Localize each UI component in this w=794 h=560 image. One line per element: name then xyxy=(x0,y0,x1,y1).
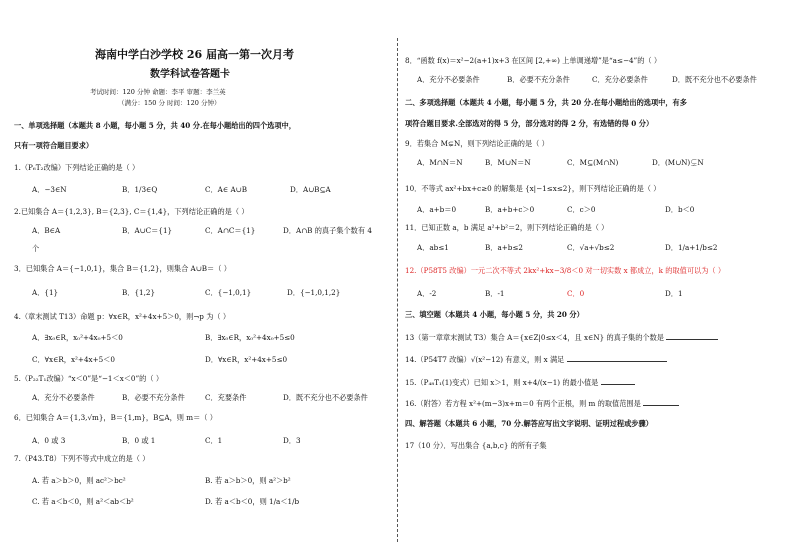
q8-option-b: B．必要不充分条件 xyxy=(507,75,570,84)
q13-stem xyxy=(405,331,718,342)
q8-option-d: D．既不充分也不必要条件 xyxy=(672,75,757,84)
q8-option-c: C．充分必要条件 xyxy=(592,75,648,84)
right-column xyxy=(397,0,794,560)
q14-stem xyxy=(405,353,667,364)
q3-stem: 3．已知集合 A＝{−1,0,1}，集合 B＝{1,2}，则集合 A∪B＝（ ） xyxy=(14,264,231,273)
q6-option-b: B．0 或 1 xyxy=(122,436,156,445)
q10-option-c: C．c＞0 xyxy=(567,205,596,214)
section2-heading: 二、多项选择题（本题共 4 小题，每小题 5 分，共 20 分.在每小题给出的选项中，有多 xyxy=(405,98,687,107)
q10-option-b: B．a+b+c＞0 xyxy=(485,205,535,214)
q2-option-d-cont: 个 xyxy=(32,244,40,253)
q6-option-a: A．0 或 3 xyxy=(32,436,66,445)
q4-option-a: A．∃x₀∈R，x₀²+4x₀+5＜0 xyxy=(32,333,123,342)
section1-heading: 一、单项选择题（本题共 8 小题，每小题 5 分，共 40 分.在每小题给出的四个选项中， xyxy=(14,121,296,130)
q7-option-a: A. 若 a＞b＞0，则 ac²＞bc² xyxy=(32,476,126,485)
q4-option-b: B．∃x₀∈R，x₀²+4x₀+5≤0 xyxy=(205,333,295,342)
q1-option-b: B．1/3∈Q xyxy=(122,185,158,194)
q11-option-c: C．√a+√b≤2 xyxy=(567,243,615,252)
q10-stem: 10．不等式 ax²+bx+c≥0 的解集是 {x|−1≤x≤2}，则下列结论正确的是（ ） xyxy=(405,184,661,193)
q12-option-c: C．0 xyxy=(567,289,585,298)
q16-text: 16.（附答）若方程 x²+(m−3)x+m＝0 有两个正根，则 m 的取值范围是 xyxy=(405,399,641,408)
q1-option-d: D．A∪B⊆A xyxy=(290,185,331,194)
q6-option-c: C．1 xyxy=(205,436,223,445)
q7-option-d: D. 若 a＜b＜0，则 1/a＜1/b xyxy=(205,497,300,506)
q9-option-b: B．M∪N＝N xyxy=(485,158,531,167)
q6-option-d: D．3 xyxy=(283,436,301,445)
q13-answer-blank[interactable] xyxy=(666,331,718,340)
q2-option-a: A．B∈A xyxy=(32,226,61,235)
q16-answer-blank[interactable] xyxy=(643,397,679,406)
q7-option-b: B. 若 a＞b＞0，则 a²＞b² xyxy=(205,476,291,485)
q3-option-b: B．{1,2} xyxy=(122,288,156,297)
q16-stem xyxy=(405,397,679,408)
section3-heading: 三、填空题（本题共 4 小题，每小题 5 分，共 20 分） xyxy=(405,310,584,319)
q8-stem: 8．“函数 f(x)＝x²−2(a+1)x+3 在区间 [2,+∞) 上单调递增”是“a≤−4”的（ ） xyxy=(405,56,662,65)
q2-option-b: B．A∪C＝{1} xyxy=(122,226,173,235)
q9-option-c: C．M⊆(M∩N) xyxy=(567,158,619,167)
q5-option-a: A．充分不必要条件 xyxy=(32,393,95,402)
q10-option-a: A．a+b＝0 xyxy=(417,205,457,214)
q7-stem: 7.（P43.T8）下列不等式中成立的是（ ） xyxy=(14,454,150,463)
q1-option-a: A．−3∈N xyxy=(32,185,67,194)
q17-stem: 17（10 分）．写出集合 {a,b,c} 的所有子集 xyxy=(405,441,547,450)
q9-option-a: A．M∩N＝N xyxy=(417,158,463,167)
q10-option-d: D．b＜0 xyxy=(665,205,695,214)
q1-stem: 1.（P₆T₂改编）下列结论正确的是（ ） xyxy=(14,163,140,172)
exam-meta-line2: （满分：150 分 时间：120 分钟） xyxy=(118,99,221,107)
q15-text: 15.（P₄₈T₁(1)变式）已知 x＞1，则 x+4/(x−1) 的最小值是 xyxy=(405,378,599,387)
q3-option-d: D．{−1,0,1,2} xyxy=(287,288,341,297)
section1-heading2: 只有一项符合题目要求） xyxy=(14,141,94,150)
q3-option-a: A．{1} xyxy=(32,288,59,297)
q4-option-d: D．∀x∈R，x²+4x+5≤0 xyxy=(205,355,288,364)
q9-option-d: D．(M∪N)⊊N xyxy=(652,158,704,167)
exam-title: 海南中学白沙学校 26 届高一第一次月考 xyxy=(95,48,294,61)
q14-text: 14.（P54T7 改编）√(x²−12) 有意义，则 x 满足 xyxy=(405,355,565,364)
q12-option-b: B．-1 xyxy=(485,289,505,298)
q2-option-c: C．A∩C＝{1} xyxy=(205,226,256,235)
q2-option-d: D．A∩B 的真子集个数有 4 xyxy=(283,226,372,235)
q12-stem: 12.（P58T5 改编）一元二次不等式 2kx²+kx−3/8＜0 对一切实数 x 都成立，k 的取值可以为（ ） xyxy=(405,266,726,275)
section4-heading: 四、解答题（本题共 6 小题，70 分.解答应写出文字说明、证明过程或步骤） xyxy=(405,419,653,428)
q11-option-b: B．a+b≤2 xyxy=(485,243,523,252)
q8-option-a: A．充分不必要条件 xyxy=(417,75,480,84)
q7-option-c: C. 若 a＜b＜0，则 a²＜ab＜b² xyxy=(32,497,134,506)
exam-meta-line1: 考试时间：120 分钟 命题：李平 审题：李兰英 xyxy=(90,88,226,96)
q2-stem: 2.已知集合 A＝{1,2,3}, B＝{2,3}, C＝{1,4}，下列结论正确的是（ ） xyxy=(14,207,249,216)
q11-stem: 11．已知正数 a，b 满足 a²+b²＝2，则下列结论正确的是（ ） xyxy=(405,223,609,232)
q11-option-a: A．ab≤1 xyxy=(417,243,449,252)
q11-option-d: D．1/a+1/b≤2 xyxy=(665,243,718,252)
q12-option-d: D．1 xyxy=(665,289,683,298)
q14-answer-blank[interactable] xyxy=(567,353,667,362)
q1-option-c: C．A∈ A∪B xyxy=(205,185,247,194)
q13-text: 13（第一章章末测试 T3）集合 A＝{x∈Z|0≤x＜4，且 x∈N} 的真子集的个数是 xyxy=(405,333,664,342)
q9-stem: 9．若集合 M⊊N，则下列结论正确的是（ ） xyxy=(405,139,549,148)
q15-answer-blank[interactable] xyxy=(601,376,635,385)
q15-stem xyxy=(405,376,635,387)
q12-option-a: A．-2 xyxy=(417,289,437,298)
q5-option-b: B．必要不充分条件 xyxy=(122,393,185,402)
q4-option-c: C．∀x∈R，x²+4x+5＜0 xyxy=(32,355,115,364)
exam-subtitle: 数学科试卷答题卡 xyxy=(150,69,230,80)
q3-option-c: C．{−1,0,1} xyxy=(205,288,252,297)
q6-stem: 6．已知集合 A＝{1,3,√m}，B＝{1,m}，B⊆A，则 m＝（ ） xyxy=(14,413,217,422)
q5-stem: 5.（P₂₂T₁改编）“x＜0”是“−1＜x＜0”的（ ） xyxy=(14,374,164,383)
q5-option-d: D．既不充分也不必要条件 xyxy=(283,393,368,402)
section2-heading2: 项符合题目要求.全部选对的得 5 分，部分选对的得 2 分，有选错的得 0 分） xyxy=(405,119,654,128)
q4-stem: 4.（章末测试 T13）命题 p：∀x∈R，x²+4x+5＞0，则¬p 为（ ） xyxy=(14,312,231,321)
q5-option-c: C．充要条件 xyxy=(205,393,247,402)
